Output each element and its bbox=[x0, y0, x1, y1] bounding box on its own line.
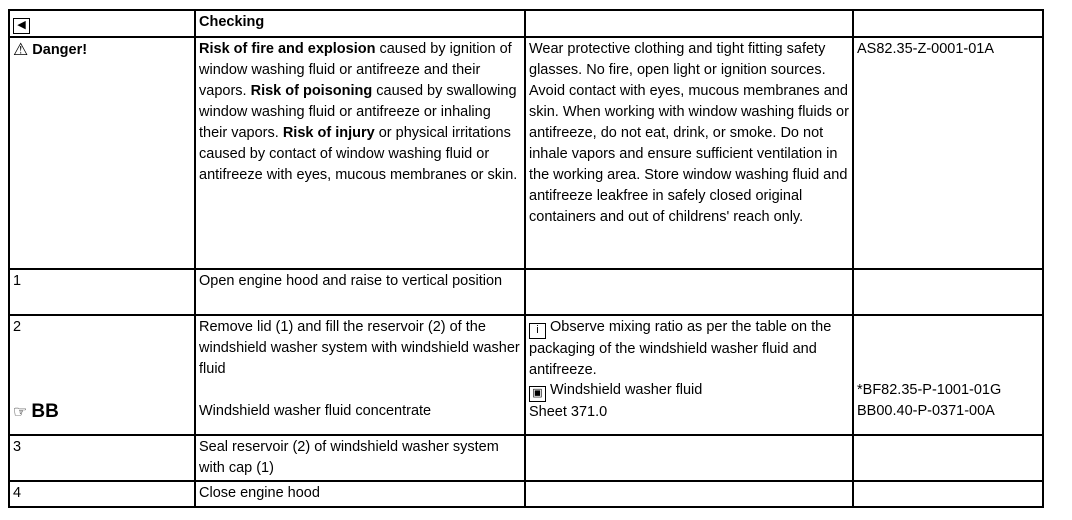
step-row-3 bbox=[9, 435, 1043, 481]
danger-reference-cell bbox=[853, 37, 1043, 269]
step-note: Observe mixing ratio as per the table on the packaging of the windshield washer fluid and antifreeze. bbox=[529, 319, 832, 378]
header-row bbox=[9, 10, 1043, 37]
pointing-hand-icon: ☞ bbox=[13, 404, 28, 421]
header-title-cell bbox=[195, 10, 525, 37]
step-text: Open engine hood and raise to vertical position bbox=[199, 273, 503, 289]
page-title: Checking bbox=[199, 14, 265, 30]
fluid-container-icon: ▣ bbox=[529, 386, 546, 402]
danger-row bbox=[9, 37, 1043, 269]
fluid-label[interactable]: Windshield washer fluid bbox=[550, 382, 703, 398]
risk-poison-text: caused by swallowing window washing fluid or antifreeze or inhaling their vapors. bbox=[199, 83, 517, 141]
back-arrow-icon[interactable]: ◀ bbox=[13, 18, 30, 34]
step-number: 2 bbox=[13, 319, 22, 335]
step-reference[interactable]: *BF82.35-P-1001-01G bbox=[857, 382, 1002, 398]
header-icon-cell bbox=[9, 10, 195, 37]
danger-reference[interactable]: AS82.35-Z-0001-01A bbox=[857, 41, 995, 57]
step-text: Remove lid (1) and fill the reservoir (2) of the windshield washer system with windshield washer fluid bbox=[199, 319, 520, 377]
step-text: Seal reservoir (2) of windshield washer system with cap (1) bbox=[199, 439, 499, 476]
bb-sheet: Sheet 371.0 bbox=[529, 404, 608, 420]
step-number: 1 bbox=[13, 273, 22, 289]
bb-reference[interactable]: BB00.40-P-0371-00A bbox=[857, 403, 995, 419]
risk-injury-text: or physical irritations caused by contact of window washing fluid or antifreeze with eyes, mucous membranes or skin. bbox=[199, 125, 518, 183]
risk-fire-text: caused by ignition of window washing fluid or antifreeze and their vapors. bbox=[199, 41, 512, 99]
step-number: 4 bbox=[13, 485, 22, 501]
step-row-1 bbox=[9, 269, 1043, 315]
risk-fire-heading: Risk of fire and explosion bbox=[199, 41, 376, 57]
bb-label: BB bbox=[31, 401, 59, 422]
bb-text: Windshield washer fluid concentrate bbox=[199, 403, 432, 419]
danger-label: Danger! bbox=[32, 42, 88, 58]
info-icon: i bbox=[529, 323, 546, 339]
step-text: Close engine hood bbox=[199, 485, 320, 501]
warning-triangle-icon: ⚠ bbox=[13, 40, 29, 59]
procedure-table bbox=[8, 9, 1044, 508]
danger-label-cell bbox=[9, 37, 195, 269]
step-number: 3 bbox=[13, 439, 22, 455]
step-row-2 bbox=[9, 315, 1043, 435]
danger-measures-cell bbox=[525, 37, 853, 269]
step-row-4 bbox=[9, 481, 1043, 507]
danger-risks-cell bbox=[195, 37, 525, 269]
danger-measures: Wear protective clothing and tight fitting safety glasses. No fire, open light or ignition sources. Avoid contact with eyes, mucous membranes and skin. When working with window washing fluids or antifreeze, do not eat, drink, or smoke. Do not inhale vapors and ensure sufficient ventilation in the working area. Store window washing fluid and antifreeze leakfree in safely closed original containers and out of childrens' reach only. bbox=[529, 41, 849, 225]
risk-injury-heading: Risk of injury bbox=[282, 125, 375, 141]
risk-poison-heading: Risk of poisoning bbox=[250, 83, 373, 99]
